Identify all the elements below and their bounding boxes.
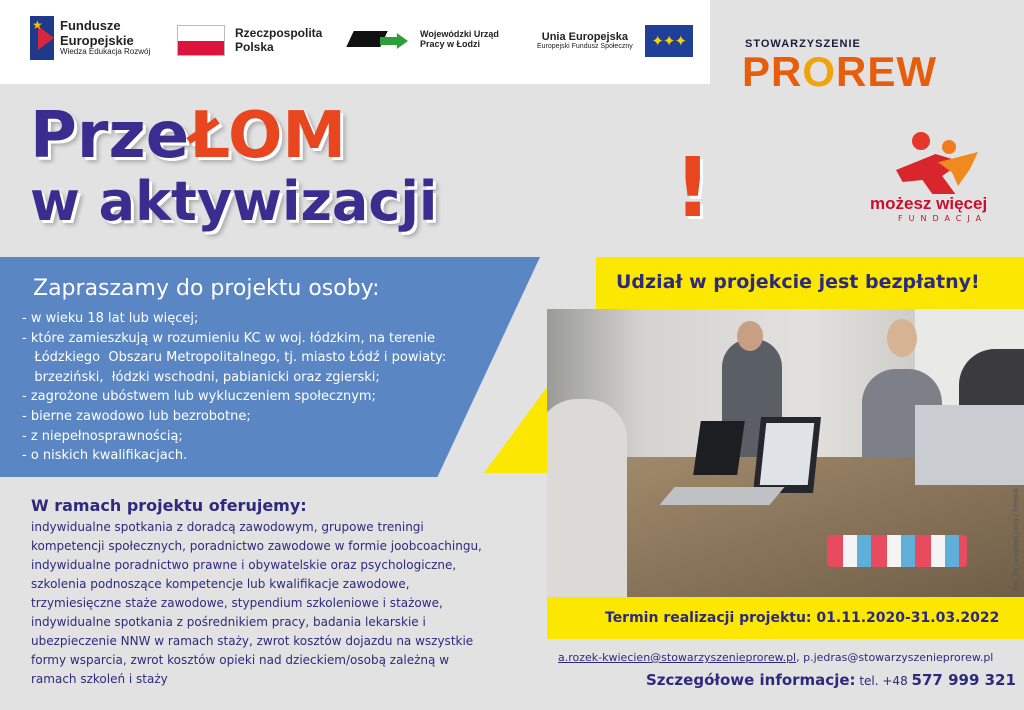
headline-przel: Prze [30, 99, 190, 173]
offer-line: indywidualne poradnictwo prawne i obywatelskie oraz psychologiczne, [31, 558, 457, 572]
headline-exclamation: ! [674, 141, 712, 236]
rp-line1: Rzeczpospolita [235, 26, 323, 41]
fundacja-name: możesz więcej [870, 194, 988, 213]
headline-line2: w aktywizacji [30, 170, 438, 233]
invite-list [22, 309, 446, 466]
offer-line: kompetencji społecznych, poradnictwo zawodowe w formie joobcoachingu, [31, 539, 482, 553]
offer-line: formy wsparcia, zwrot kosztów opieki nad dzieckiem/osobą zależną w [31, 653, 450, 667]
invite-item: - zagrożone ubóstwem lub wykluczeniem społecznym; [22, 389, 376, 405]
prorew-name-start: PR [742, 48, 803, 95]
contact-emails [558, 651, 993, 664]
offer-line: ramach szkoleń i staży [31, 672, 168, 686]
free-banner-text: Udział w projekcie jest bezpłatny! [616, 271, 980, 293]
prorew-o-icon: O [802, 48, 837, 95]
offer-line: szkolenia podnoszące kompetencje lub kwalifikacje zawodowe, [31, 577, 410, 591]
fe-line1: Fundusze [60, 18, 121, 34]
invite-item: - w wieku 18 lat lub więcej; [22, 311, 199, 326]
offer-line: indywidualne spotkania z pośrednikiem pracy, badania lekarskie i [31, 615, 426, 629]
fe-line3: Wiedza Edukacja Rozwój [60, 46, 151, 56]
invite-item: brzeziński, łódzki wschodni, pabianicki oraz zgierski; [22, 369, 380, 385]
rzeczpospolita-logo [177, 25, 322, 56]
contact-label: Szczegółowe informacje: [646, 671, 856, 689]
email-separator: , [796, 651, 804, 664]
termin-text: Termin realizacji projektu: 01.11.2020-31.03.2022 [605, 610, 1000, 626]
fundacja-sub: FUNDACJA [898, 214, 988, 223]
eu-flag-icon: ✦✦✦ [645, 25, 693, 57]
invite-item: - które zamieszkują w rozumieniu KC w woj. łódzkim, na terenie [22, 330, 436, 346]
offer-line: trzymiesięczne staże zawodowe, stypendium szkoleniowe i stażowe, [31, 596, 443, 610]
invite-item: - bierne zawodowo lub bezrobotne; [22, 408, 251, 424]
invite-item: Łódzkiego Obszaru Metropolitalnego, tj. miasto Łódź i powiaty: [22, 350, 447, 366]
tel-number[interactable]: 577 999 321 [911, 671, 1016, 689]
prorew-name-end: REW [836, 48, 938, 95]
polish-flag-icon [177, 25, 225, 56]
invite-item: - o niskich kwalifikacjach. [22, 448, 188, 464]
invite-title: Zapraszamy do projektu osoby: [33, 276, 380, 301]
offer-line: ubezpieczenie NNW w ramach staży, zwrot kosztów dojazdu na wszystkie [31, 634, 474, 648]
contact-info [646, 670, 1016, 689]
photo-credit: fot. by rawpixel.com / freepik [1012, 487, 1020, 590]
rp-line2: Polska [235, 39, 274, 54]
wup-line1: Wojewódzki Urząd [420, 29, 499, 40]
headline-line1 [30, 99, 347, 173]
fundusze-europejskie-logo [30, 16, 150, 60]
wup-arrow-icon [350, 27, 410, 53]
unia-europejska-logo [537, 25, 693, 57]
ue-line1: Unia Europejska [541, 31, 628, 44]
meeting-photo [547, 309, 1024, 597]
headline-lom: ŁOM [189, 99, 347, 173]
email-link-1[interactable]: a.rozek-kwiecien@stowarzyszenieprorew.pl [558, 651, 797, 664]
wup-line2: Pracy w Łodzi [420, 39, 481, 49]
fundusze-europejskie-icon: ★ [30, 16, 54, 60]
ue-line2: Europejski Fundusz Społeczny [537, 43, 633, 51]
invite-item: - z niepełnosprawnością; [22, 428, 183, 444]
tel-prefix: tel. +48 [855, 674, 912, 688]
offer-line: indywidualne spotkania z doradcą zawodowym, grupowe treningi [31, 520, 424, 534]
email-link-2[interactable]: p.jedras@stowarzyszenieprorew.pl [803, 651, 994, 664]
offer-text [31, 518, 511, 689]
fundacja-mozesz-wiecej-logo [868, 130, 998, 230]
fe-line2: Europejskie [60, 32, 134, 48]
wup-logo [350, 27, 499, 53]
offer-title: W ramach projektu oferujemy: [31, 496, 307, 515]
prorew-subtitle: STOWARZYSZENIE [745, 38, 861, 50]
prorew-logo [742, 48, 937, 96]
